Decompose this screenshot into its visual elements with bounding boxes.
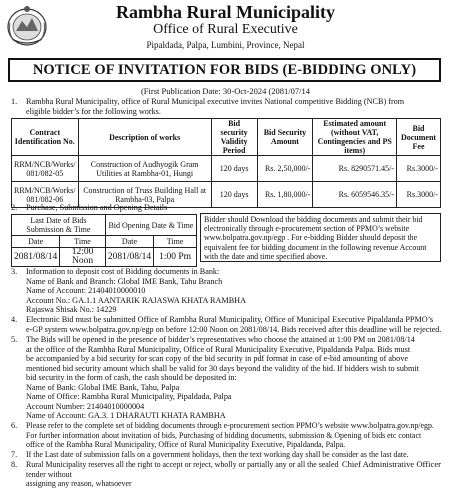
dates-label-row bbox=[12, 236, 197, 248]
cell-description: Construction of Truss Building Hall at Rambha-03, Palpa bbox=[78, 182, 211, 208]
item-2-text: Purchase, Submission and Opening Details bbox=[26, 203, 168, 212]
item-4-line: e-GP system www.bolpatra.gov.np/egp on before 12:00 Noon on 2081/08/14. Bids received after this deadline will be rejected. bbox=[26, 324, 442, 334]
last-time-value: 12:00 Noon bbox=[60, 248, 106, 267]
item-5-line: Name of Office: Rambha Rural Municipality, Pipaldada, Palpa bbox=[26, 392, 232, 401]
item-1-line: eligible bidder’s for the following works. bbox=[26, 106, 161, 116]
item-5-line: mentioned bid security amount which shall be valid for 30 days beyond the validity of the bid. If bidders wish to submit bbox=[26, 363, 419, 373]
item-6-line: office of the Rambha Rural Municipality, Office of Rural Municipality Executive, Pipaldanda, Palpa. bbox=[26, 440, 346, 449]
ebidding-info-box: Bidder should Download the bidding documents and submit their bid electronically through e-procurement section of PPMO’s website www.bolpatra.gov.np/egp . For e-bidding Bidder should deposit the equivalent fee for bidding document in the following revenue Account with the date and time specified above. bbox=[200, 213, 441, 262]
time-label: Time bbox=[60, 236, 106, 248]
cell-contract-id: RRM/NCB/Works/ 081/082-06 bbox=[12, 182, 79, 208]
item-6-text bbox=[26, 421, 446, 450]
time-label: Time bbox=[154, 236, 197, 248]
cell-document-fee: Rs.3000/- bbox=[397, 182, 441, 208]
opening-date-header: Bid Opening Date & Time bbox=[105, 215, 196, 236]
item-5-line: be accompanied by a bid security for scan copy of the bid security in pdf format in case of e-bid amounting of above bbox=[26, 354, 408, 363]
item-8-number: 8. bbox=[11, 460, 18, 469]
item-4-number: 4. bbox=[11, 315, 18, 324]
office-address: Pipaldada, Palpa, Lumbini, Province, Nepal bbox=[146, 40, 305, 50]
col-header-estimated-amount: Estimated amount (without VAT, Contingencies and PS items) bbox=[313, 119, 397, 156]
item-6-line: For further information about invitation of bids, Purchasing of bidding documents, submission & Opening of bids etc contact bbox=[26, 430, 422, 440]
item-3-line: Name of Bank and Branch: Global IME Bank, Tahu Branch bbox=[26, 276, 223, 286]
item-5-line: bid security in the form of cash, the cash should be deposited in: bbox=[26, 373, 237, 382]
item-6-line: Please refer to the complete set of bidding documents through e-procurement section PPMO’s website www.bolpatra.gov.np/egp. bbox=[26, 421, 434, 430]
last-date-value: 2081/08/14 bbox=[12, 248, 60, 267]
item-1-line: Rambha Rural Municipality, office of Rural Municipal executive invites National competitive Bidding (NCB) from bbox=[26, 97, 405, 106]
item-6-number: 6. bbox=[11, 421, 18, 430]
item-5-line: Account Number: 21404010000004 bbox=[26, 401, 145, 411]
opening-date-value: 2081/08/14 bbox=[105, 248, 153, 267]
table-header-row bbox=[12, 119, 441, 156]
col-header-contract-id: Contract Identification No. bbox=[12, 119, 79, 156]
signature-title: Chief Administrative Officer bbox=[341, 459, 441, 469]
last-date-header: Last Date of Bids Submission & Time bbox=[12, 215, 106, 236]
col-header-security-amount: Bid Security Amount bbox=[257, 119, 313, 156]
office-name: Office of Rural Executive bbox=[153, 22, 298, 37]
item-4-line: Electronic Bid must be submitted Office of Rambha Rural Municipality, Office of Municipal Executive Pipaldanda PPMO’s bbox=[26, 315, 434, 324]
cell-description: Construction of Audhyogik Gram Utilities at Rambha-01, Hungi bbox=[78, 156, 211, 182]
item-3-line: Name of Account: 21404010000010 bbox=[26, 286, 146, 295]
item-3-text bbox=[26, 267, 444, 315]
item-8-text bbox=[26, 460, 356, 489]
cell-validity: 120 days bbox=[211, 156, 257, 182]
item-3-line: Rajaswa Shisak No.: 14229 bbox=[26, 305, 117, 314]
publication-date: (First Publication Date: 30-Oct-2024 (2081/07/14 bbox=[140, 86, 311, 96]
item-5-line: The Bids will be opened in the presence of bidder’s representatives who choose the attained at 1:00 PM on 2081/08/14 bbox=[26, 335, 415, 344]
cell-estimated-amount: Rs. 8290571.45/- bbox=[313, 156, 397, 182]
item-1-text bbox=[26, 97, 444, 116]
date-label: Date bbox=[105, 236, 153, 248]
item-1-number: 1. bbox=[11, 97, 18, 106]
bid-dates-table bbox=[11, 214, 197, 267]
item-3-line: Account No.: GA.1.1 AANTARIK RAJASWA KHATA RAMBHA bbox=[26, 295, 246, 305]
organization-name: Rambha Rural Municipality bbox=[115, 2, 336, 22]
item-5-line: at the office of the Rambha Rural Municipality, Office of Rural Municipality Executive, Pipaldanda Palpa. Bids must bbox=[26, 344, 411, 354]
item-8-line: assigning any reason, whatsoever bbox=[26, 479, 132, 488]
item-3-number: 3. bbox=[11, 267, 18, 276]
cell-security-amount: Rs. 2,50,000/- bbox=[257, 156, 313, 182]
cell-security-amount: Rs. 1,80,000/- bbox=[257, 182, 313, 208]
item-5-text bbox=[26, 335, 446, 421]
cell-estimated-amount: Rs. 6059546.35/- bbox=[313, 182, 397, 208]
col-header-validity: Bid security Validity Period bbox=[211, 119, 257, 156]
cell-validity: 120 days bbox=[211, 182, 257, 208]
cell-document-fee: Rs.3000/- bbox=[397, 156, 441, 182]
item-8-line: Rural Municipality reserves all the right to accept or reject, wholly or partially any or all the sealed tender without bbox=[26, 460, 339, 479]
col-header-document-fee: Bid Document Fee bbox=[397, 119, 441, 156]
notice-title: NOTICE OF INVITATION FOR BIDS (E-BIDDING ONLY) bbox=[8, 58, 441, 82]
cell-contract-id: RRM/NCB/Works/ 081/082-05 bbox=[12, 156, 79, 182]
item-5-line: Name of Account: GA.3. 1 DHARAUTI KHATA RAMBHA bbox=[26, 411, 226, 420]
item-7-text: If the Last date of submission falls on a government holidays, then the text working day shall be consider as the last date. bbox=[26, 450, 409, 459]
item-4-text bbox=[26, 315, 446, 334]
dates-header-row bbox=[12, 215, 197, 236]
date-label: Date bbox=[12, 236, 60, 248]
item-2-number: 2. bbox=[11, 203, 18, 212]
item-3-line: Information to deposit cost of Bidding documents in Bank: bbox=[26, 267, 220, 276]
item-7-number: 7. bbox=[11, 450, 18, 459]
works-table bbox=[11, 118, 441, 208]
item-5-line: Name of Bank: Global IME Bank, Tahu, Palpa bbox=[26, 382, 180, 392]
dates-value-row bbox=[12, 248, 197, 267]
table-row bbox=[12, 156, 441, 182]
item-5-number: 5. bbox=[11, 335, 18, 344]
opening-time-value: 1:00 Pm bbox=[154, 248, 197, 267]
col-header-description: Description of works bbox=[78, 119, 211, 156]
